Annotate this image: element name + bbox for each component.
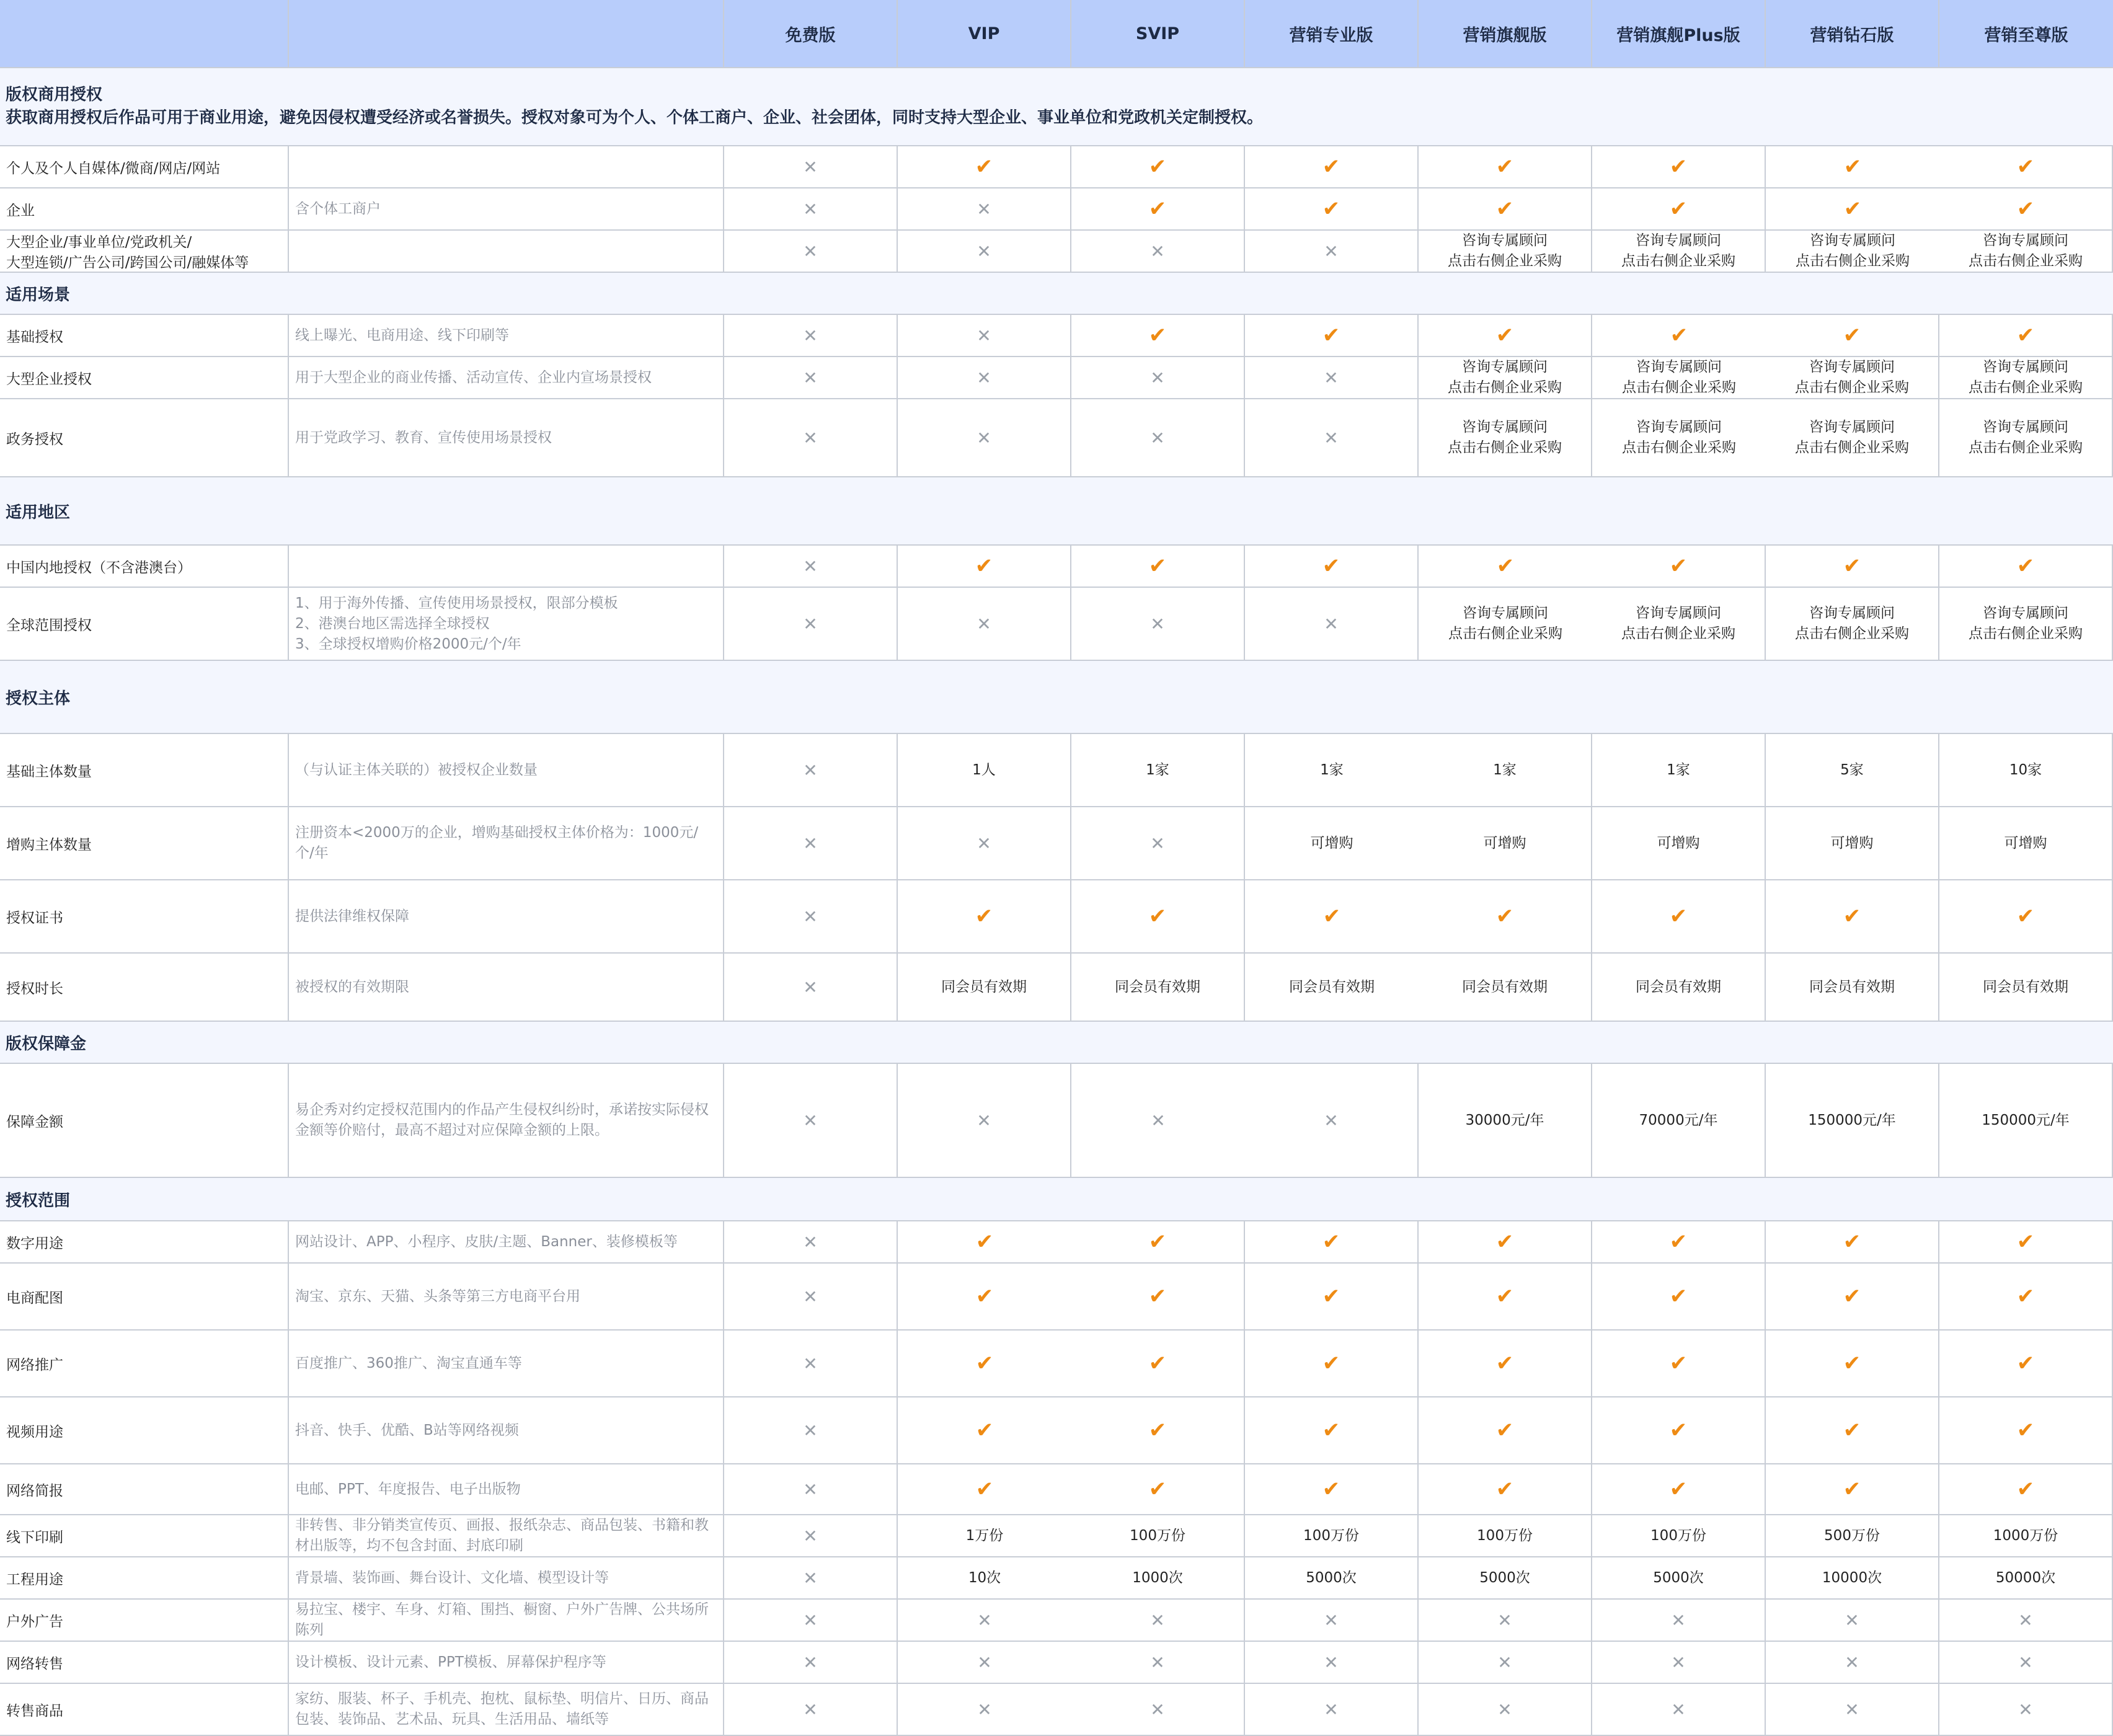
check-icon: ✔ [1071, 1464, 1245, 1515]
check-icon: ✔ [1592, 1221, 1766, 1264]
plan-value: 100万份 [1245, 1515, 1419, 1557]
check-icon: ✔ [1245, 1264, 1419, 1331]
check-icon: ✔ [1766, 1331, 1939, 1397]
cross-icon: ✕ [1245, 399, 1419, 477]
feature-name: 网络简报 [0, 1464, 289, 1515]
cross-icon: ✕ [1766, 1600, 1939, 1642]
cross-icon: ✕ [724, 1557, 898, 1600]
feature-name: 全球范围授权 [0, 588, 289, 661]
feature-description: 用于大型企业的商业传播、活动宣传、企业内宣场景授权 [289, 357, 724, 399]
cross-icon: ✕ [724, 1684, 898, 1736]
check-icon: ✔ [898, 1221, 1071, 1264]
feature-description: 背景墙、装饰画、舞台设计、文化墙、模型设计等 [289, 1557, 724, 1600]
section-header [0, 477, 2113, 546]
plan-value: 1000万份 [1939, 1515, 2113, 1557]
plan-value: 同会员有效期 [1245, 954, 1419, 1022]
plan-value: 100万份 [1419, 1515, 1592, 1557]
check-icon: ✔ [1419, 1331, 1592, 1397]
cross-icon: ✕ [724, 1264, 898, 1331]
plan-value: 同会员有效期 [1766, 954, 1939, 1022]
check-icon: ✔ [1939, 1464, 2113, 1515]
cross-icon: ✕ [1071, 807, 1245, 880]
section-title: 版权保障金 [6, 1034, 87, 1053]
feature-description [289, 546, 724, 588]
feature-description: 1、用于海外传播、宣传使用场景授权，限部分模板 2、港澳台地区需选择全球授权 3、全球授权增购价格2000元/个/年 [289, 588, 724, 661]
section-header [0, 661, 2113, 734]
section-header [0, 68, 2113, 146]
check-icon: ✔ [1939, 315, 2113, 357]
feature-description: （与认证主体关联的）被授权企业数量 [289, 734, 724, 807]
plan-value: 咨询专属顾问 点击右侧企业采购 [1592, 399, 1766, 477]
plan-value: 咨询专属顾问 点击右侧企业采购 [1592, 357, 1766, 399]
cross-icon: ✕ [1071, 588, 1245, 661]
plan-header-2: SVIP [1071, 0, 1245, 68]
cross-icon: ✕ [898, 1684, 1071, 1736]
feature-name: 授权时长 [0, 954, 289, 1022]
cross-icon: ✕ [1939, 1600, 2113, 1642]
plan-value: 70000元/年 [1592, 1064, 1766, 1178]
plan-value: 可增购 [1592, 807, 1766, 880]
check-icon: ✔ [1592, 880, 1766, 954]
cross-icon: ✕ [724, 315, 898, 357]
check-icon: ✔ [1939, 1221, 2113, 1264]
feature-name: 个人及个人自媒体/微商/网店/网站 [0, 146, 289, 188]
cross-icon: ✕ [1939, 1642, 2113, 1684]
check-icon: ✔ [1245, 315, 1419, 357]
cross-icon: ✕ [1245, 1642, 1419, 1684]
check-icon: ✔ [1766, 1264, 1939, 1331]
feature-name: 授权证书 [0, 880, 289, 954]
plan-value: 咨询专属顾问 点击右侧企业采购 [1766, 588, 1939, 661]
plan-value: 咨询专属顾问 点击右侧企业采购 [1939, 399, 2113, 477]
feature-name: 中国内地授权（不含港澳台） [0, 546, 289, 588]
cross-icon: ✕ [724, 399, 898, 477]
cross-icon: ✕ [724, 954, 898, 1022]
cross-icon: ✕ [1071, 399, 1245, 477]
plan-value: 5000次 [1592, 1557, 1766, 1600]
check-icon: ✔ [1071, 188, 1245, 231]
section-header [0, 273, 2113, 315]
cross-icon: ✕ [1071, 357, 1245, 399]
section-title: 适用场景 [6, 285, 71, 304]
check-icon: ✔ [1419, 880, 1592, 954]
plan-value: 1000次 [1071, 1557, 1245, 1600]
check-icon: ✔ [1419, 1464, 1592, 1515]
plan-value: 1家 [1419, 734, 1592, 807]
cross-icon: ✕ [724, 1331, 898, 1397]
plan-value: 咨询专属顾问 点击右侧企业采购 [1592, 231, 1766, 273]
feature-description: 抖音、快手、优酷、B站等网络视频 [289, 1397, 724, 1464]
check-icon: ✔ [898, 1464, 1071, 1515]
plan-header-5: 营销旗舰Plus版 [1592, 0, 1766, 68]
plan-value: 咨询专属顾问 点击右侧企业采购 [1419, 231, 1592, 273]
check-icon: ✔ [1071, 546, 1245, 588]
check-icon: ✔ [1766, 1464, 1939, 1515]
plan-value: 1万份 [898, 1515, 1071, 1557]
cross-icon: ✕ [1071, 231, 1245, 273]
plan-value: 同会员有效期 [1071, 954, 1245, 1022]
check-icon: ✔ [1245, 188, 1419, 231]
plan-value: 1家 [1245, 734, 1419, 807]
cross-icon: ✕ [898, 588, 1071, 661]
check-icon: ✔ [1071, 1264, 1245, 1331]
plan-header-6: 营销钻石版 [1766, 0, 1939, 68]
check-icon: ✔ [1071, 1331, 1245, 1397]
cross-icon: ✕ [898, 807, 1071, 880]
check-icon: ✔ [1939, 1264, 2113, 1331]
feature-name: 保障金额 [0, 1064, 289, 1178]
check-icon: ✔ [1419, 315, 1592, 357]
plan-value: 1家 [1071, 734, 1245, 807]
check-icon: ✔ [1245, 146, 1419, 188]
feature-description [289, 146, 724, 188]
feature-name: 大型企业/事业单位/党政机关/ 大型连锁/广告公司/跨国公司/融媒体等 [0, 231, 289, 273]
plan-value: 咨询专属顾问 点击右侧企业采购 [1939, 357, 2113, 399]
feature-description: 电邮、PPT、年度报告、电子出版物 [289, 1464, 724, 1515]
plan-value: 同会员有效期 [1939, 954, 2113, 1022]
feature-description: 含个体工商户 [289, 188, 724, 231]
plan-value: 5000次 [1245, 1557, 1419, 1600]
plan-header-0: 免费版 [724, 0, 898, 68]
plan-value: 咨询专属顾问 点击右侧企业采购 [1939, 231, 2113, 273]
section-subtitle: 获取商用授权后作品可用于商业用途，避免因侵权遭受经济或名誉损失。授权对象可为个人、个体工商户、企业、社会团体，同时支持大型企业、事业单位和党政机关定制授权。 [6, 108, 1264, 127]
cross-icon: ✕ [1766, 1642, 1939, 1684]
plan-value: 同会员有效期 [898, 954, 1071, 1022]
cross-icon: ✕ [1245, 588, 1419, 661]
feature-description: 家纺、服装、杯子、手机壳、抱枕、鼠标垫、明信片、日历、商品包装、装饰品、艺术品、玩具、生活用品、墙纸等 [289, 1684, 724, 1736]
check-icon: ✔ [1939, 188, 2113, 231]
check-icon: ✔ [1592, 546, 1766, 588]
plan-value: 50000次 [1939, 1557, 2113, 1600]
cross-icon: ✕ [898, 399, 1071, 477]
feature-name: 网络转售 [0, 1642, 289, 1684]
section-title: 版权商用授权 [6, 86, 103, 104]
cross-icon: ✕ [1939, 1684, 2113, 1736]
plan-value: 咨询专属顾问 点击右侧企业采购 [1766, 399, 1939, 477]
check-icon: ✔ [1245, 880, 1419, 954]
cross-icon: ✕ [724, 1515, 898, 1557]
check-icon: ✔ [1939, 146, 2113, 188]
cross-icon: ✕ [1071, 1642, 1245, 1684]
cross-icon: ✕ [1766, 1684, 1939, 1736]
feature-description: 易企秀对约定授权范围内的作品产生侵权纠纷时，承诺按实际侵权金额等价赔付，最高不超过对应保障金额的上限。 [289, 1064, 724, 1178]
feature-name: 工程用途 [0, 1557, 289, 1600]
cross-icon: ✕ [1419, 1642, 1592, 1684]
section-title: 授权主体 [6, 689, 71, 708]
plan-value: 10次 [898, 1557, 1071, 1600]
plan-value: 同会员有效期 [1419, 954, 1592, 1022]
header-desc-cell [289, 0, 724, 68]
check-icon: ✔ [1071, 315, 1245, 357]
feature-name: 数字用途 [0, 1221, 289, 1264]
feature-name: 企业 [0, 188, 289, 231]
plan-value: 可增购 [1245, 807, 1419, 880]
feature-name: 基础主体数量 [0, 734, 289, 807]
feature-description: 易拉宝、楼宇、车身、灯箱、围挡、橱窗、户外广告牌、公共场所陈列 [289, 1600, 724, 1642]
check-icon: ✔ [1071, 880, 1245, 954]
cross-icon: ✕ [1245, 231, 1419, 273]
plan-value: 100万份 [1071, 1515, 1245, 1557]
cross-icon: ✕ [724, 357, 898, 399]
cross-icon: ✕ [898, 1642, 1071, 1684]
check-icon: ✔ [1071, 1221, 1245, 1264]
cross-icon: ✕ [724, 1221, 898, 1264]
plan-value: 咨询专属顾问 点击右侧企业采购 [1419, 357, 1592, 399]
cross-icon: ✕ [898, 315, 1071, 357]
check-icon: ✔ [1592, 1331, 1766, 1397]
check-icon: ✔ [898, 1331, 1071, 1397]
check-icon: ✔ [898, 546, 1071, 588]
check-icon: ✔ [1766, 188, 1939, 231]
check-icon: ✔ [1071, 1397, 1245, 1464]
feature-description: 非转售、非分销类宣传页、画报、报纸杂志、商品包装、书籍和教材出版等，均不包含封面、封底印刷 [289, 1515, 724, 1557]
feature-name: 网络推广 [0, 1331, 289, 1397]
cross-icon: ✕ [898, 1064, 1071, 1178]
check-icon: ✔ [1766, 315, 1939, 357]
plan-value: 可增购 [1419, 807, 1592, 880]
cross-icon: ✕ [724, 231, 898, 273]
check-icon: ✔ [1419, 1264, 1592, 1331]
plan-value: 同会员有效期 [1592, 954, 1766, 1022]
check-icon: ✔ [1766, 546, 1939, 588]
plan-value: 10家 [1939, 734, 2113, 807]
check-icon: ✔ [1939, 1331, 2113, 1397]
cross-icon: ✕ [724, 588, 898, 661]
check-icon: ✔ [1939, 1397, 2113, 1464]
feature-name: 户外广告 [0, 1600, 289, 1642]
check-icon: ✔ [1939, 546, 2113, 588]
plan-value: 30000元/年 [1419, 1064, 1592, 1178]
check-icon: ✔ [1766, 1397, 1939, 1464]
feature-name: 线下印刷 [0, 1515, 289, 1557]
check-icon: ✔ [1592, 188, 1766, 231]
cross-icon: ✕ [724, 1642, 898, 1684]
cross-icon: ✕ [1419, 1600, 1592, 1642]
feature-name: 电商配图 [0, 1264, 289, 1331]
cross-icon: ✕ [898, 1600, 1071, 1642]
check-icon: ✔ [1071, 146, 1245, 188]
cross-icon: ✕ [1592, 1600, 1766, 1642]
plan-header-1: VIP [898, 0, 1071, 68]
check-icon: ✔ [898, 1264, 1071, 1331]
cross-icon: ✕ [898, 188, 1071, 231]
feature-description: 淘宝、京东、天猫、头条等第三方电商平台用 [289, 1264, 724, 1331]
cross-icon: ✕ [724, 546, 898, 588]
plan-value: 1家 [1592, 734, 1766, 807]
section-header [0, 1022, 2113, 1064]
feature-name: 视频用途 [0, 1397, 289, 1464]
cross-icon: ✕ [898, 231, 1071, 273]
feature-name: 基础授权 [0, 315, 289, 357]
check-icon: ✔ [1939, 880, 2113, 954]
check-icon: ✔ [1245, 1464, 1419, 1515]
feature-description: 百度推广、360推广、淘宝直通车等 [289, 1331, 724, 1397]
feature-name: 增购主体数量 [0, 807, 289, 880]
plan-value: 咨询专属顾问 点击右侧企业采购 [1939, 588, 2113, 661]
cross-icon: ✕ [724, 807, 898, 880]
check-icon: ✔ [898, 1397, 1071, 1464]
cross-icon: ✕ [724, 146, 898, 188]
cross-icon: ✕ [1245, 1064, 1419, 1178]
check-icon: ✔ [1419, 146, 1592, 188]
cross-icon: ✕ [1592, 1642, 1766, 1684]
plan-value: 150000元/年 [1939, 1064, 2113, 1178]
check-icon: ✔ [1245, 1331, 1419, 1397]
plan-value: 5家 [1766, 734, 1939, 807]
feature-name: 转售商品 [0, 1684, 289, 1736]
check-icon: ✔ [898, 146, 1071, 188]
cross-icon: ✕ [1419, 1684, 1592, 1736]
plan-value: 10000次 [1766, 1557, 1939, 1600]
check-icon: ✔ [1245, 1221, 1419, 1264]
plan-value: 可增购 [1766, 807, 1939, 880]
check-icon: ✔ [1245, 1397, 1419, 1464]
check-icon: ✔ [1766, 1221, 1939, 1264]
section-header [0, 1178, 2113, 1221]
check-icon: ✔ [1766, 146, 1939, 188]
check-icon: ✔ [1419, 546, 1592, 588]
plan-value: 100万份 [1592, 1515, 1766, 1557]
cross-icon: ✕ [1071, 1684, 1245, 1736]
section-title: 授权范围 [6, 1191, 71, 1210]
feature-description: 用于党政学习、教育、宣传使用场景授权 [289, 399, 724, 477]
plan-header-3: 营销专业版 [1245, 0, 1419, 68]
feature-description: 注册资本<2000万的企业，增购基础授权主体价格为：1000元/个/年 [289, 807, 724, 880]
feature-description: 被授权的有效期限 [289, 954, 724, 1022]
plan-header-7: 营销至尊版 [1939, 0, 2113, 68]
check-icon: ✔ [898, 880, 1071, 954]
cross-icon: ✕ [1071, 1064, 1245, 1178]
cross-icon: ✕ [724, 734, 898, 807]
plan-value: 咨询专属顾问 点击右侧企业采购 [1766, 231, 1939, 273]
cross-icon: ✕ [724, 880, 898, 954]
cross-icon: ✕ [1245, 1684, 1419, 1736]
feature-description: 提供法律维权保障 [289, 880, 724, 954]
check-icon: ✔ [1592, 1464, 1766, 1515]
check-icon: ✔ [1592, 146, 1766, 188]
check-icon: ✔ [1592, 315, 1766, 357]
check-icon: ✔ [1766, 880, 1939, 954]
feature-description [289, 231, 724, 273]
cross-icon: ✕ [724, 1397, 898, 1464]
cross-icon: ✕ [724, 1064, 898, 1178]
plan-value: 可增购 [1939, 807, 2113, 880]
cross-icon: ✕ [898, 357, 1071, 399]
cross-icon: ✕ [724, 1464, 898, 1515]
feature-description: 线上曝光、电商用途、线下印刷等 [289, 315, 724, 357]
check-icon: ✔ [1419, 1221, 1592, 1264]
section-title: 适用地区 [6, 503, 71, 522]
feature-name: 大型企业授权 [0, 357, 289, 399]
cross-icon: ✕ [1592, 1684, 1766, 1736]
check-icon: ✔ [1419, 188, 1592, 231]
cross-icon: ✕ [724, 1600, 898, 1642]
plan-value: 咨询专属顾问 点击右侧企业采购 [1419, 588, 1592, 661]
plan-header-4: 营销旗舰版 [1419, 0, 1592, 68]
plan-value: 5000次 [1419, 1557, 1592, 1600]
check-icon: ✔ [1592, 1397, 1766, 1464]
plan-value: 咨询专属顾问 点击右侧企业采购 [1766, 357, 1939, 399]
plan-value: 咨询专属顾问 点击右侧企业采购 [1419, 399, 1592, 477]
check-icon: ✔ [1592, 1264, 1766, 1331]
cross-icon: ✕ [1245, 1600, 1419, 1642]
feature-description: 设计模板、设计元素、PPT模板、屏幕保护程序等 [289, 1642, 724, 1684]
cross-icon: ✕ [1245, 357, 1419, 399]
feature-description: 网站设计、APP、小程序、皮肤/主题、Banner、装修模板等 [289, 1221, 724, 1264]
plan-value: 咨询专属顾问 点击右侧企业采购 [1592, 588, 1766, 661]
plan-value: 1人 [898, 734, 1071, 807]
check-icon: ✔ [1245, 546, 1419, 588]
cross-icon: ✕ [724, 188, 898, 231]
plan-value: 500万份 [1766, 1515, 1939, 1557]
plan-value: 150000元/年 [1766, 1064, 1939, 1178]
cross-icon: ✕ [1071, 1600, 1245, 1642]
check-icon: ✔ [1419, 1397, 1592, 1464]
header-feature-cell [0, 0, 289, 68]
feature-name: 政务授权 [0, 399, 289, 477]
